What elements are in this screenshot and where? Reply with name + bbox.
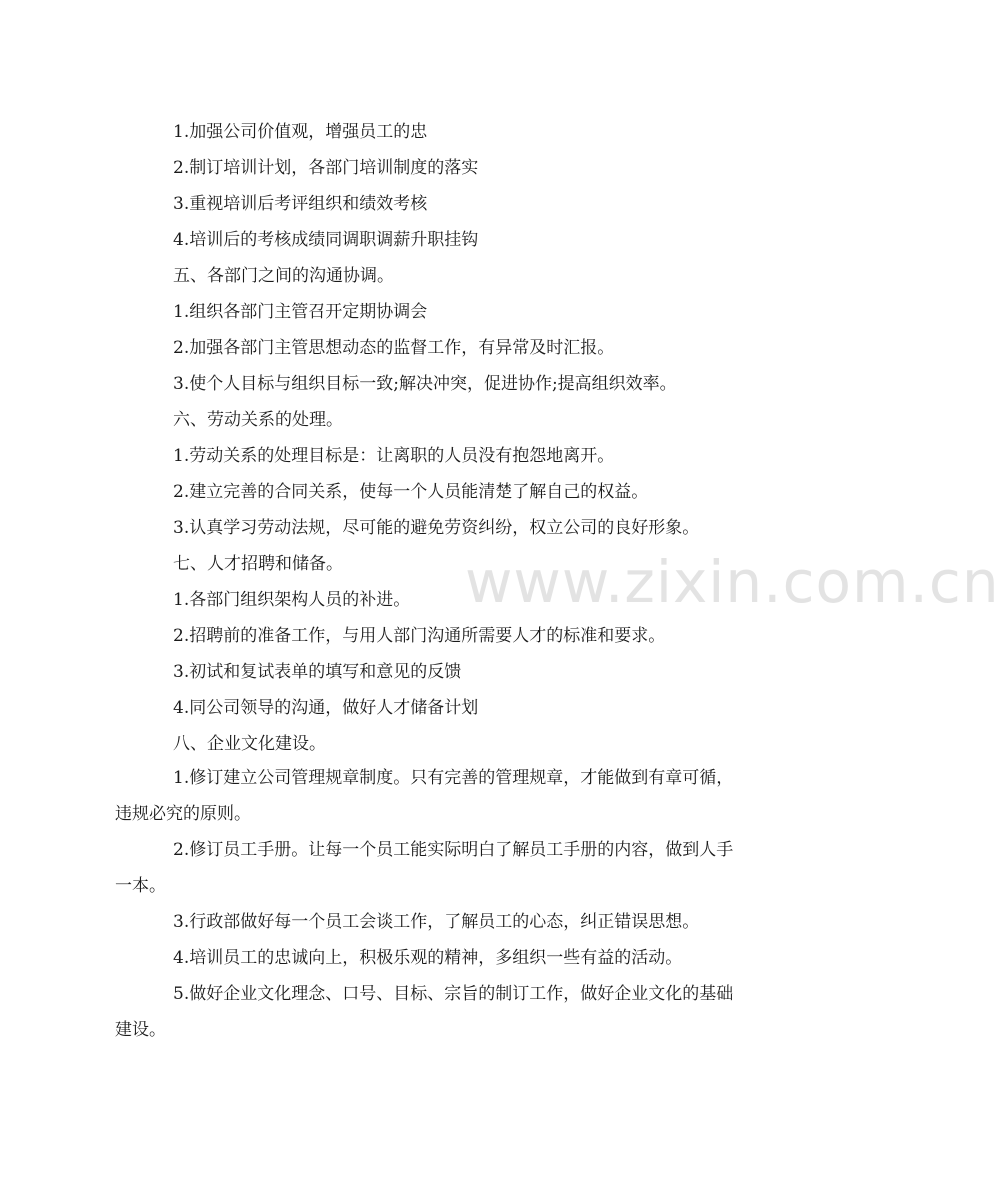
list-item: 2.建立完善的合同关系，使每一个人员能清楚了解自己的权益。 [173,482,649,502]
list-item: 1.劳动关系的处理目标是：让离职的人员没有抱怨地离开。 [173,446,615,466]
list-item: 4.培训后的考核成绩同调职调薪升职挂钩 [173,230,479,250]
paragraph: 3.行政部做好每一个员工会谈工作，了解员工的心态，纠正错误思想。 [173,912,700,932]
section-heading: 五、各部门之间的沟通协调。 [173,266,394,286]
list-item: 2.加强各部门主管思想动态的监督工作，有异常及时汇报。 [173,338,615,358]
section-heading: 六、劳动关系的处理。 [173,410,343,430]
section-heading: 七、人才招聘和储备。 [173,554,343,574]
list-item: 3.初试和复试表单的填写和意见的反馈 [173,662,462,682]
paragraph: 2.修订员工手册。让每一个员工能实际明白了解员工手册的内容，做到人手一本。 [115,840,734,896]
list-item: 3.重视培训后考评组织和绩效考核 [173,194,428,214]
paragraph: 1.修订建立公司管理规章制度。只有完善的管理规章，才能做到有章可循，违规必究的原则。 [115,768,734,824]
list-item: 2.制订培训计划，各部门培训制度的落实 [173,158,479,178]
list-item: 3.认真学习劳动法规，尽可能的避免劳资纠纷，权立公司的良好形象。 [173,518,700,538]
list-item: 4.同公司领导的沟通，做好人才储备计划 [173,698,479,718]
watermark-text: www.zixin.com.cn [465,548,1000,616]
list-item: 2.招聘前的准备工作，与用人部门沟通所需要人才的标准和要求。 [173,626,666,646]
paragraph: 5.做好企业文化理念、口号、目标、宗旨的制订工作，做好企业文化的基础建设。 [115,984,734,1040]
section-heading: 八、企业文化建设。 [173,734,326,754]
list-item: 1.组织各部门主管召开定期协调会 [173,302,428,322]
paragraph: 4.培训员工的忠诚向上，积极乐观的精神，多组织一些有益的活动。 [173,948,683,968]
list-item: 1.加强公司价值观，增强员工的忠 [173,122,428,142]
list-item: 1.各部门组织架构人员的补进。 [173,590,411,610]
list-item: 3.使个人目标与组织目标一致;解决冲突，促进协作;提高组织效率。 [173,374,677,394]
